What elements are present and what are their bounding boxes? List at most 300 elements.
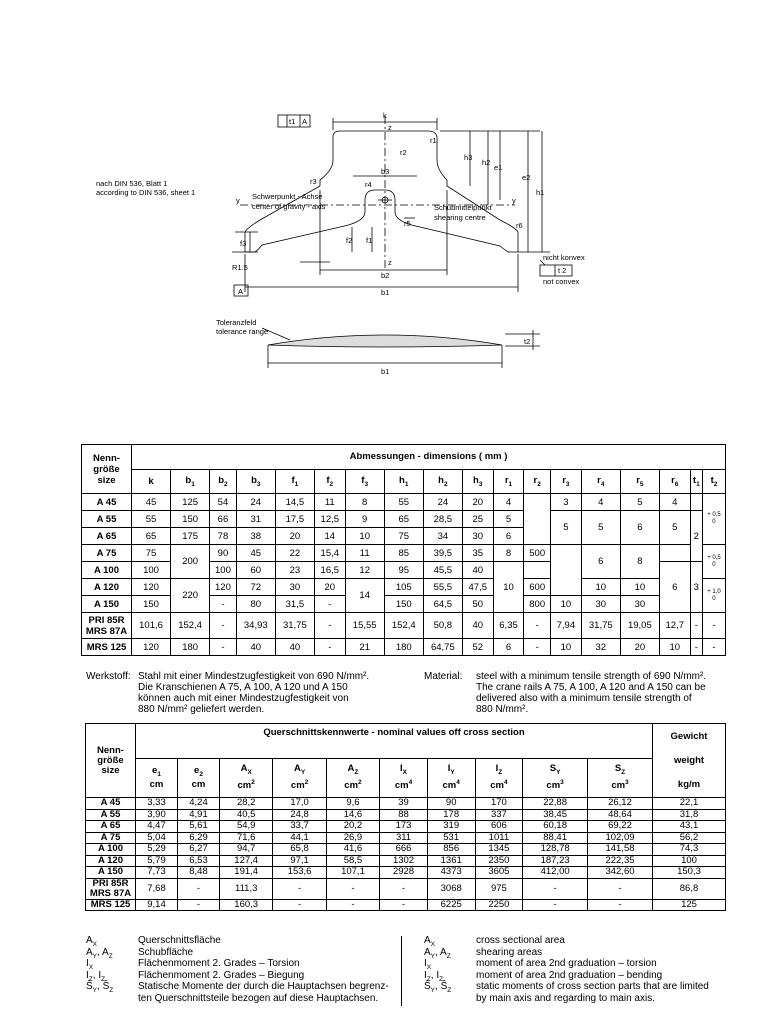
cell-value: - bbox=[273, 878, 326, 899]
cell-r4: 6 bbox=[581, 545, 620, 579]
dim-b1-tolerance: b1 bbox=[381, 367, 390, 376]
tolerance-en: tolerance range bbox=[216, 327, 269, 336]
legend-divider bbox=[401, 936, 402, 1006]
cell-h2: 28,5 bbox=[423, 511, 462, 528]
cross-section-table-body bbox=[86, 798, 726, 911]
cell-value: 178 bbox=[427, 809, 475, 821]
cell-r5: 30 bbox=[620, 596, 659, 613]
cell-h1: 75 bbox=[384, 528, 423, 545]
cell-value: 8,48 bbox=[178, 867, 220, 879]
dim-r4: r4 bbox=[365, 180, 372, 189]
cell-value: 26,12 bbox=[587, 798, 652, 810]
table-row bbox=[82, 613, 726, 639]
cell-b3: 60 bbox=[236, 562, 275, 579]
col-subscript: Z bbox=[498, 769, 503, 777]
col-subscript: 2 bbox=[713, 480, 718, 488]
legend-subscript: Y bbox=[430, 987, 436, 994]
table-row bbox=[86, 899, 726, 911]
cell-h2: 64,5 bbox=[423, 596, 462, 613]
size-header-2 bbox=[86, 724, 136, 798]
cell-f1: 20 bbox=[275, 528, 314, 545]
cell-value: 41,6 bbox=[326, 844, 379, 856]
material-text-de bbox=[138, 671, 369, 715]
col-symbol: $S_Y$ bbox=[549, 763, 561, 777]
col-symbol: $I_Z$ bbox=[495, 763, 503, 777]
tolerance-lens bbox=[268, 335, 502, 347]
table-row bbox=[86, 855, 726, 867]
cell-r2: 800 bbox=[524, 596, 551, 613]
dim-f3: f3 bbox=[240, 239, 247, 248]
cell-r3 bbox=[550, 545, 581, 596]
cell-t2 bbox=[702, 579, 725, 613]
legend-subscript: Y bbox=[430, 952, 436, 960]
cross-section-title: Querschnittskennwerte - nominal values off cross section bbox=[136, 724, 653, 759]
col-symbol: r bbox=[597, 474, 601, 486]
cell-b2: 66 bbox=[210, 511, 237, 528]
col-unit: $cm^2$ bbox=[237, 779, 255, 792]
tolerance-upper: + 0,5 bbox=[707, 554, 721, 561]
legend-subscript: X bbox=[426, 964, 432, 971]
row-size-label: A 150 bbox=[98, 866, 123, 878]
col-symbol: b bbox=[185, 474, 192, 486]
col-subscript: 3 bbox=[256, 480, 261, 488]
cell-r4: 30 bbox=[581, 596, 620, 613]
col-subscript: 3 bbox=[478, 480, 483, 488]
col-header-h2 bbox=[423, 469, 462, 494]
cell-value: 666 bbox=[380, 844, 428, 856]
dimensions-column-header-row bbox=[82, 469, 726, 494]
dim-r15: R1.5 bbox=[232, 263, 248, 272]
col-header-f1 bbox=[275, 469, 314, 494]
dim-z-bottom: z bbox=[388, 258, 392, 267]
row-size-name bbox=[82, 511, 132, 528]
cell-r6: 5 bbox=[659, 511, 690, 545]
dim-k: k bbox=[383, 111, 387, 120]
col-symbol: h bbox=[438, 474, 444, 486]
cell-h2: 34 bbox=[423, 528, 462, 545]
col-subscript: 1 bbox=[157, 770, 161, 778]
col-subscript: 6 bbox=[674, 480, 679, 488]
cell-f2: - bbox=[314, 596, 345, 613]
size-header-line-3: size bbox=[97, 474, 116, 486]
cell-value: 1011 bbox=[475, 832, 523, 844]
legend-text-en-line: by main axis and regarding to main axis. bbox=[476, 992, 655, 1004]
row-size-label: A 55 bbox=[100, 808, 121, 820]
cell-value: - bbox=[523, 878, 588, 899]
cell-value: 6,27 bbox=[178, 844, 220, 856]
frame-datum-label: A bbox=[302, 117, 308, 126]
cell-k: 120 bbox=[132, 639, 171, 656]
cell-h2: 64,75 bbox=[423, 639, 462, 656]
cell-value: 38,45 bbox=[523, 809, 588, 821]
cell-h1: 105 bbox=[384, 579, 423, 596]
dim-t2: t2 bbox=[524, 337, 531, 346]
cell-value: 337 bbox=[475, 809, 523, 821]
cell-b3: 31 bbox=[236, 511, 275, 528]
dim-y-left: y bbox=[236, 196, 240, 205]
cell-value: 9,14 bbox=[136, 899, 178, 911]
col-unit: $cm^4$ bbox=[394, 779, 413, 792]
cell-r3: 3 bbox=[550, 494, 581, 511]
col-header-r5 bbox=[620, 469, 659, 494]
cell-r1: 4 bbox=[493, 494, 524, 511]
cell-value: 43,1 bbox=[653, 821, 726, 833]
cell-value: 856 bbox=[427, 844, 475, 856]
cell-r3: 7,94 bbox=[550, 613, 581, 639]
cell-r6: 12,7 bbox=[659, 613, 690, 639]
cell-b3: 72 bbox=[236, 579, 275, 596]
cell-f1: 40 bbox=[275, 639, 314, 656]
cell-value: 31,8 bbox=[653, 809, 726, 821]
legend-text-en bbox=[476, 935, 709, 1004]
col-unit: $cm^3$ bbox=[611, 779, 629, 792]
legend-text-en-line: shearing areas bbox=[476, 946, 543, 958]
cell-f2: 14 bbox=[314, 528, 345, 545]
row-size-label: A 65 bbox=[96, 530, 117, 542]
din-note-en: according to DIN 536, sheet 1 bbox=[96, 188, 196, 197]
cell-b2: - bbox=[210, 639, 237, 656]
cell-value: - bbox=[587, 878, 652, 899]
legend-text-de bbox=[138, 935, 389, 1004]
cell-r1: 6 bbox=[493, 639, 524, 656]
col-subscript: 1 bbox=[696, 480, 700, 488]
col-unit-power: 4 bbox=[503, 779, 508, 787]
cell-r4: 31,75 bbox=[581, 613, 620, 639]
cell-r2: 600 bbox=[524, 579, 551, 596]
col-header-t2 bbox=[702, 469, 725, 494]
col-subscript: 2 bbox=[224, 480, 228, 488]
size-header-2-line-1: Nenn- bbox=[97, 744, 124, 756]
material-en-line: delivered also with a minimum tensile strength of bbox=[476, 693, 692, 704]
row-size-name bbox=[82, 494, 132, 511]
row-size-name bbox=[86, 809, 136, 821]
cell-value: 9,6 bbox=[326, 798, 379, 810]
cell-r5: 10 bbox=[620, 579, 659, 596]
cell-h1: 65 bbox=[384, 511, 423, 528]
row-size-label: A 100 bbox=[94, 564, 119, 576]
col-unit: cm bbox=[191, 778, 206, 790]
din-note-de: nach DIN 536, Blatt 1 bbox=[96, 179, 168, 188]
cell-value: 54,9 bbox=[220, 821, 273, 833]
col-symbol: $A_X$ bbox=[240, 763, 252, 777]
cell-f3: 11 bbox=[345, 545, 384, 562]
row-size-label: A 150 bbox=[94, 598, 119, 610]
size-header-2-line-3: size bbox=[101, 764, 120, 776]
cell-value: 125 bbox=[653, 899, 726, 911]
row-size-name bbox=[86, 855, 136, 867]
col-header-f3 bbox=[345, 469, 384, 494]
cell-value: 71,6 bbox=[220, 832, 273, 844]
cell-b2: 120 bbox=[210, 579, 237, 596]
cell-t2 bbox=[702, 494, 725, 545]
col-subscript: X bbox=[247, 769, 252, 777]
weight-header bbox=[653, 724, 726, 798]
cell-value: 102,09 bbox=[587, 832, 652, 844]
dim-b2: b2 bbox=[381, 271, 390, 280]
cell-b2: 78 bbox=[210, 528, 237, 545]
cell-f1: 22 bbox=[275, 545, 314, 562]
cell-value: 1302 bbox=[380, 855, 428, 867]
col-symbol: b bbox=[218, 474, 225, 486]
col-symbol: f bbox=[361, 474, 365, 486]
cell-f2: 11 bbox=[314, 494, 345, 511]
dim-h1: h1 bbox=[536, 188, 545, 197]
legend-subscript: Z bbox=[108, 952, 113, 960]
cell-value: 5,79 bbox=[136, 855, 178, 867]
col-header-sz bbox=[587, 759, 652, 798]
cell-value: 2928 bbox=[380, 867, 428, 879]
col-header-f2 bbox=[314, 469, 345, 494]
material-en-line: steel with a minimum tensile strength of 690 N/mm². bbox=[476, 671, 707, 682]
cell-t1: - bbox=[690, 613, 702, 639]
cell-value: 5,29 bbox=[136, 844, 178, 856]
cell-value: 6225 bbox=[427, 899, 475, 911]
cell-value: 412,00 bbox=[523, 867, 588, 879]
cell-f3: 21 bbox=[345, 639, 384, 656]
cell-r2: 500 bbox=[524, 545, 551, 562]
cell-value: 1361 bbox=[427, 855, 475, 867]
col-symbol: f bbox=[326, 474, 330, 486]
not-convex-de: nicht konvex bbox=[543, 253, 585, 262]
legend-symbols-de bbox=[86, 935, 113, 993]
col-symbol: b bbox=[251, 474, 257, 486]
legend-symbol: $A_X$ bbox=[424, 935, 436, 948]
cell-value: 342,60 bbox=[587, 867, 652, 879]
row-size-name bbox=[86, 878, 136, 899]
cell-t2 bbox=[702, 545, 725, 579]
cell-value: 2350 bbox=[475, 855, 523, 867]
tolerance-upper: + 0,5 bbox=[707, 512, 721, 518]
legend-symbols-en bbox=[424, 935, 451, 993]
row-size-name bbox=[82, 545, 132, 562]
cell-r1: 5 bbox=[493, 511, 524, 528]
cell-f3: 12 bbox=[345, 562, 384, 579]
cell-h3: 35 bbox=[462, 545, 493, 562]
cell-r6: 10 bbox=[659, 639, 690, 656]
cell-h1: 95 bbox=[384, 562, 423, 579]
tolerance-lower: 0 bbox=[712, 519, 716, 525]
cell-f1: 31,75 bbox=[275, 613, 314, 639]
material-de-line: können auch mit einer Mindestzugfestigkeit von bbox=[138, 693, 349, 704]
cell-h1: 55 bbox=[384, 494, 423, 511]
cell-b1: 220 bbox=[171, 579, 210, 613]
row-size-label: A 45 bbox=[96, 496, 117, 508]
legend-text-en-line: static moments of cross section parts that are limited bbox=[476, 981, 709, 992]
row-size-label: A 75 bbox=[100, 831, 121, 843]
material-text-en bbox=[476, 671, 706, 715]
cell-h2: 24 bbox=[423, 494, 462, 511]
cell-value: 24,8 bbox=[273, 809, 326, 821]
col-symbol: $e_2$ bbox=[194, 765, 203, 778]
frame-t1-label: t1 bbox=[289, 117, 296, 126]
cell-k: 100 bbox=[132, 562, 171, 579]
cell-value: 128,78 bbox=[523, 844, 588, 856]
cell-value: 107,1 bbox=[326, 867, 379, 879]
col-symbol: $e_1$ bbox=[152, 765, 161, 778]
cell-t2: - bbox=[702, 639, 725, 656]
cell-r5: 19,05 bbox=[620, 613, 659, 639]
cell-value: 3,90 bbox=[136, 809, 178, 821]
col-subscript: 1 bbox=[508, 480, 513, 488]
cell-r5: 5 bbox=[620, 494, 659, 511]
col-symbol: r bbox=[636, 474, 640, 486]
cell-value: - bbox=[178, 899, 220, 911]
cell-h3: 40 bbox=[462, 613, 493, 639]
col-subscript: 4 bbox=[600, 480, 605, 488]
row-size-name bbox=[86, 844, 136, 856]
row-size-label: A 65 bbox=[100, 820, 121, 832]
dim-r2: r2 bbox=[400, 148, 407, 157]
cell-t1: 2 bbox=[690, 511, 702, 562]
col-header-r3 bbox=[550, 469, 581, 494]
size-header bbox=[82, 445, 132, 494]
cell-value: 160,3 bbox=[220, 899, 273, 911]
cell-value: 69,22 bbox=[587, 821, 652, 833]
cell-r5: 6 bbox=[620, 511, 659, 545]
material-label-en: Material: bbox=[424, 671, 463, 682]
cell-value: 4,47 bbox=[136, 821, 178, 833]
cell-b1: 150 bbox=[171, 511, 210, 528]
dimensions-title: Abmessungen - dimensions ( mm ) bbox=[132, 445, 726, 470]
col-symbol: $A_Z$ bbox=[347, 763, 359, 777]
table-row bbox=[86, 867, 726, 879]
col-symbol: $S_Z$ bbox=[614, 763, 626, 777]
cell-value: 311 bbox=[380, 832, 428, 844]
col-unit-power: 3 bbox=[560, 779, 564, 787]
col-unit-power: 4 bbox=[408, 779, 413, 787]
row-size-label-2: MRS 87A bbox=[85, 625, 128, 637]
col-symbol: r bbox=[533, 474, 538, 486]
cell-value: 7,73 bbox=[136, 867, 178, 879]
cell-r2: - bbox=[524, 613, 551, 639]
cell-t2: - bbox=[702, 613, 725, 639]
col-subscript: 1 bbox=[404, 480, 409, 488]
dim-h3: h3 bbox=[464, 153, 473, 162]
col-header-ax bbox=[220, 759, 273, 798]
row-size-name bbox=[82, 613, 132, 639]
legend-text-de-line: Schubfläche bbox=[138, 946, 194, 958]
cell-value: 6,53 bbox=[178, 855, 220, 867]
col-header-h1 bbox=[384, 469, 423, 494]
col-header-b1 bbox=[171, 469, 210, 494]
cell-r6: 6 bbox=[659, 562, 690, 613]
col-header-b2 bbox=[210, 469, 237, 494]
row-size-label: A 120 bbox=[98, 854, 123, 866]
col-subscript: 1 bbox=[294, 480, 299, 488]
row-size-label: PRI 85R bbox=[92, 877, 129, 889]
col-header-r2 bbox=[524, 469, 551, 494]
legend-subscript: Z bbox=[446, 952, 451, 960]
cell-value: 17,0 bbox=[273, 798, 326, 810]
cell-r1: 6 bbox=[493, 528, 524, 545]
cell-r5: 8 bbox=[620, 545, 659, 579]
table-row bbox=[82, 511, 726, 528]
cell-r5: 20 bbox=[620, 639, 659, 656]
row-size-name bbox=[82, 639, 132, 656]
cell-value: 6,29 bbox=[178, 832, 220, 844]
legend-subscript: X bbox=[430, 941, 436, 948]
cell-b2: - bbox=[210, 613, 237, 639]
dim-f2: f2 bbox=[346, 236, 353, 245]
col-subscript: 2 bbox=[329, 480, 334, 488]
row-size-name bbox=[86, 821, 136, 833]
table-row bbox=[82, 639, 726, 656]
cell-b1: 152,4 bbox=[171, 613, 210, 639]
col-subscript: 3 bbox=[565, 480, 570, 488]
row-size-name bbox=[86, 798, 136, 810]
col-symbol: t bbox=[710, 474, 714, 486]
table-row bbox=[86, 809, 726, 821]
cell-value: 48,64 bbox=[587, 809, 652, 821]
legend-subscript: Z bbox=[88, 975, 93, 983]
col-header-ay bbox=[273, 759, 326, 798]
col-subscript: X bbox=[402, 769, 407, 777]
cell-value: - bbox=[326, 878, 379, 899]
cell-r3: 10 bbox=[550, 639, 581, 656]
cell-value: 975 bbox=[475, 878, 523, 899]
cell-value: 40,5 bbox=[220, 809, 273, 821]
dim-e2: e2 bbox=[522, 173, 531, 182]
col-symbol: $I_Y$ bbox=[447, 763, 455, 777]
legend-subscript: X bbox=[88, 964, 94, 971]
datum-a-label: A bbox=[238, 287, 244, 296]
cell-f1: 17,5 bbox=[275, 511, 314, 528]
col-subscript: 5 bbox=[639, 480, 644, 488]
cell-value: 28,2 bbox=[220, 798, 273, 810]
cell-r2 bbox=[524, 494, 551, 545]
frame-t2-label: t 2 bbox=[558, 266, 567, 275]
col-subscript: Z bbox=[354, 769, 359, 777]
col-header-r6 bbox=[659, 469, 690, 494]
table-row bbox=[82, 494, 726, 511]
cell-value: - bbox=[380, 878, 428, 899]
cell-value: 2250 bbox=[475, 899, 523, 911]
row-size-name bbox=[86, 832, 136, 844]
cell-value: 319 bbox=[427, 821, 475, 833]
cell-value: 127,4 bbox=[220, 855, 273, 867]
material-en-line: 880 N/mm². bbox=[476, 704, 529, 715]
cell-r4: 5 bbox=[581, 511, 620, 545]
cell-h2: 45,5 bbox=[423, 562, 462, 579]
cell-f2: - bbox=[314, 613, 345, 639]
cell-r2: - bbox=[524, 639, 551, 656]
cell-b1: 200 bbox=[171, 545, 210, 579]
row-size-label: A 100 bbox=[98, 843, 123, 855]
cog-label-en: center of gravity - axis bbox=[252, 202, 326, 211]
cell-b3: 80 bbox=[236, 596, 275, 613]
row-size-label: A 45 bbox=[100, 797, 121, 809]
row-size-label-2: MRS 87A bbox=[89, 887, 132, 899]
tolerance-lower: 0 bbox=[712, 561, 716, 568]
cell-f1: 31,5 bbox=[275, 596, 314, 613]
dim-r6: r6 bbox=[516, 221, 523, 230]
size-header-2-line-2: größe bbox=[97, 754, 124, 766]
cell-r3: 5 bbox=[550, 511, 581, 545]
cell-r6: 4 bbox=[659, 494, 690, 511]
col-unit: cm bbox=[149, 778, 164, 790]
cell-value: - bbox=[523, 899, 588, 911]
col-header-t1 bbox=[690, 469, 702, 494]
cell-h1: 180 bbox=[384, 639, 423, 656]
cell-value: 4,24 bbox=[178, 798, 220, 810]
cell-b1: 175 bbox=[171, 528, 210, 545]
cell-value: 14,6 bbox=[326, 809, 379, 821]
row-size-name bbox=[82, 579, 132, 596]
shear-label-en: shearing centre bbox=[434, 213, 486, 222]
cell-t1: 3 bbox=[690, 562, 702, 613]
cell-value: 141,58 bbox=[587, 844, 652, 856]
cell-value: 4373 bbox=[427, 867, 475, 879]
